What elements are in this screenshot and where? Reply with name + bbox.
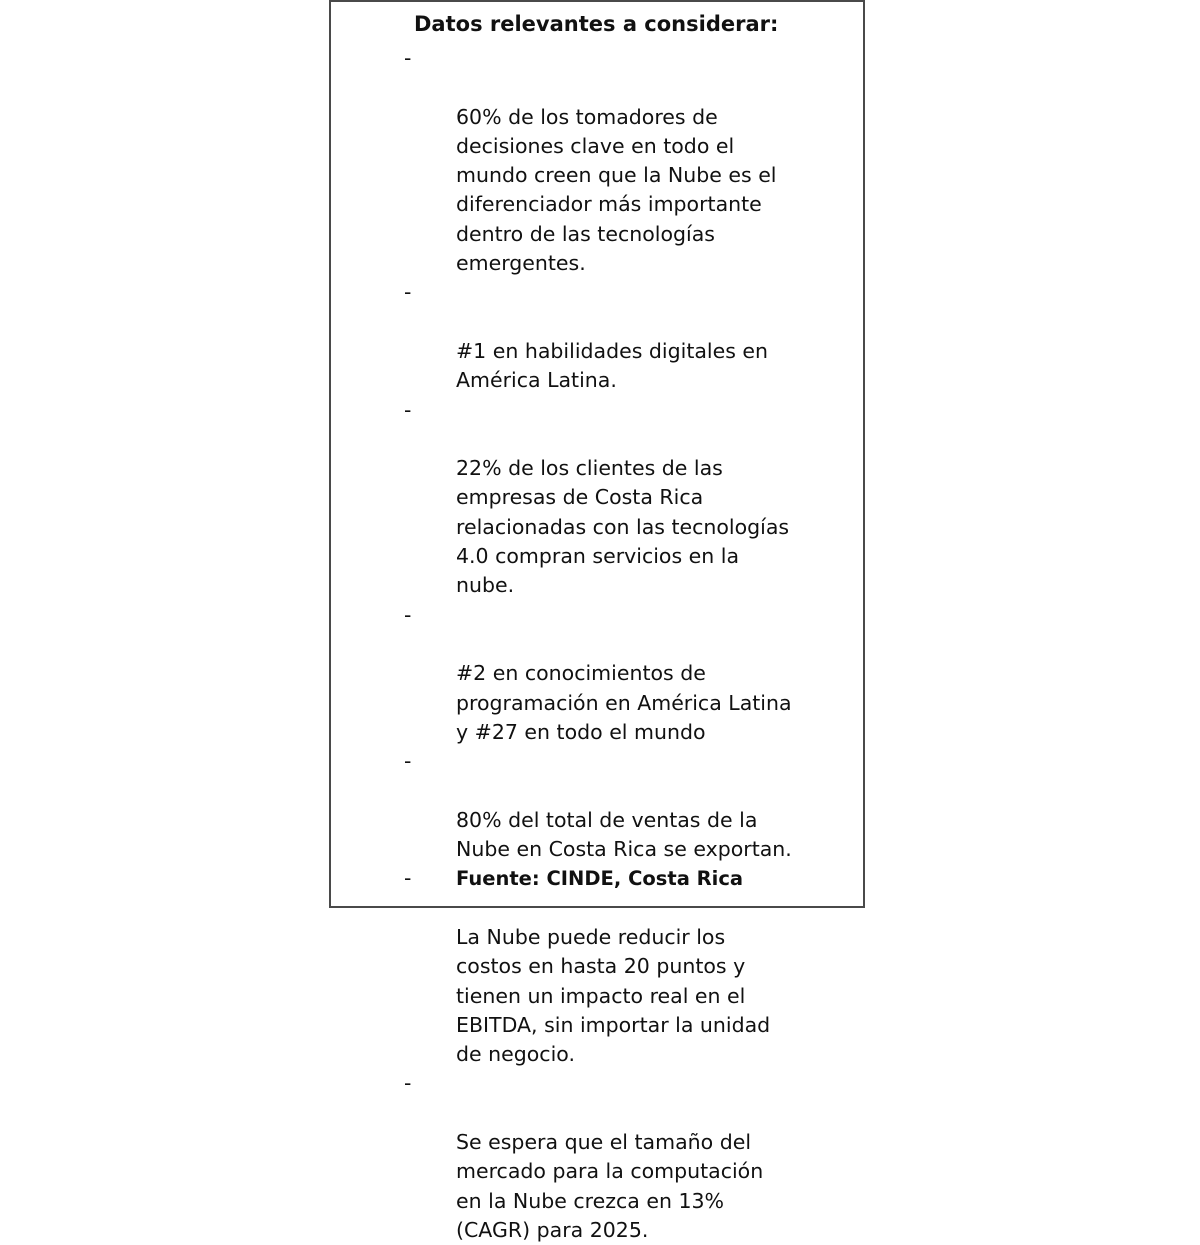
box-title: Datos relevantes a considerar:: [414, 12, 779, 36]
list-item-text: #2 en conocimientos de programación en América Latina y #27 en todo el mundo: [456, 661, 792, 744]
list-item: [400, 44, 850, 278]
list-item-text: #1 en habilidades digitales en América Latina.: [456, 338, 769, 393]
list-item: [400, 396, 850, 601]
list-item: [400, 601, 850, 747]
dash-bullet: -: [404, 866, 412, 891]
dash-bullet: -: [404, 1071, 412, 1096]
list-item-text: La Nube puede reducir los costos en hasta 20 puntos y tienen un impacto real en el EBITDA, sin importar la unidad de negocio.: [456, 924, 771, 1067]
list-item-text: 22% de los clientes de las empresas de Costa Rica relacionadas con las tecnologías 4.0 compran servicios en la nube.: [456, 456, 790, 598]
list-item: [400, 1069, 850, 1245]
source-note: Fuente: CINDE, Costa Rica: [456, 867, 744, 890]
list-item-text: 80% del total de ventas de la Nube en Costa Rica se exportan.: [456, 807, 792, 862]
list-item-text: Se espera que el tamaño del mercado para la computación en la Nube crezca en 13% (CAGR) para 2025.: [456, 1129, 764, 1242]
dash-bullet: -: [404, 280, 412, 305]
list-item-text: 60% de los tomadores de decisiones clave en todo el mundo creen que la Nube es el diferenciador más importante dentro de las tecnologías emergentes.: [456, 104, 777, 276]
dash-bullet: -: [404, 46, 412, 70]
list-item: [400, 278, 850, 395]
dash-bullet: -: [404, 397, 412, 422]
dash-bullet: -: [404, 602, 412, 627]
facts-list: [400, 44, 850, 1245]
list-item: [400, 864, 850, 1069]
dash-bullet: -: [404, 749, 412, 774]
list-item: [400, 747, 850, 864]
